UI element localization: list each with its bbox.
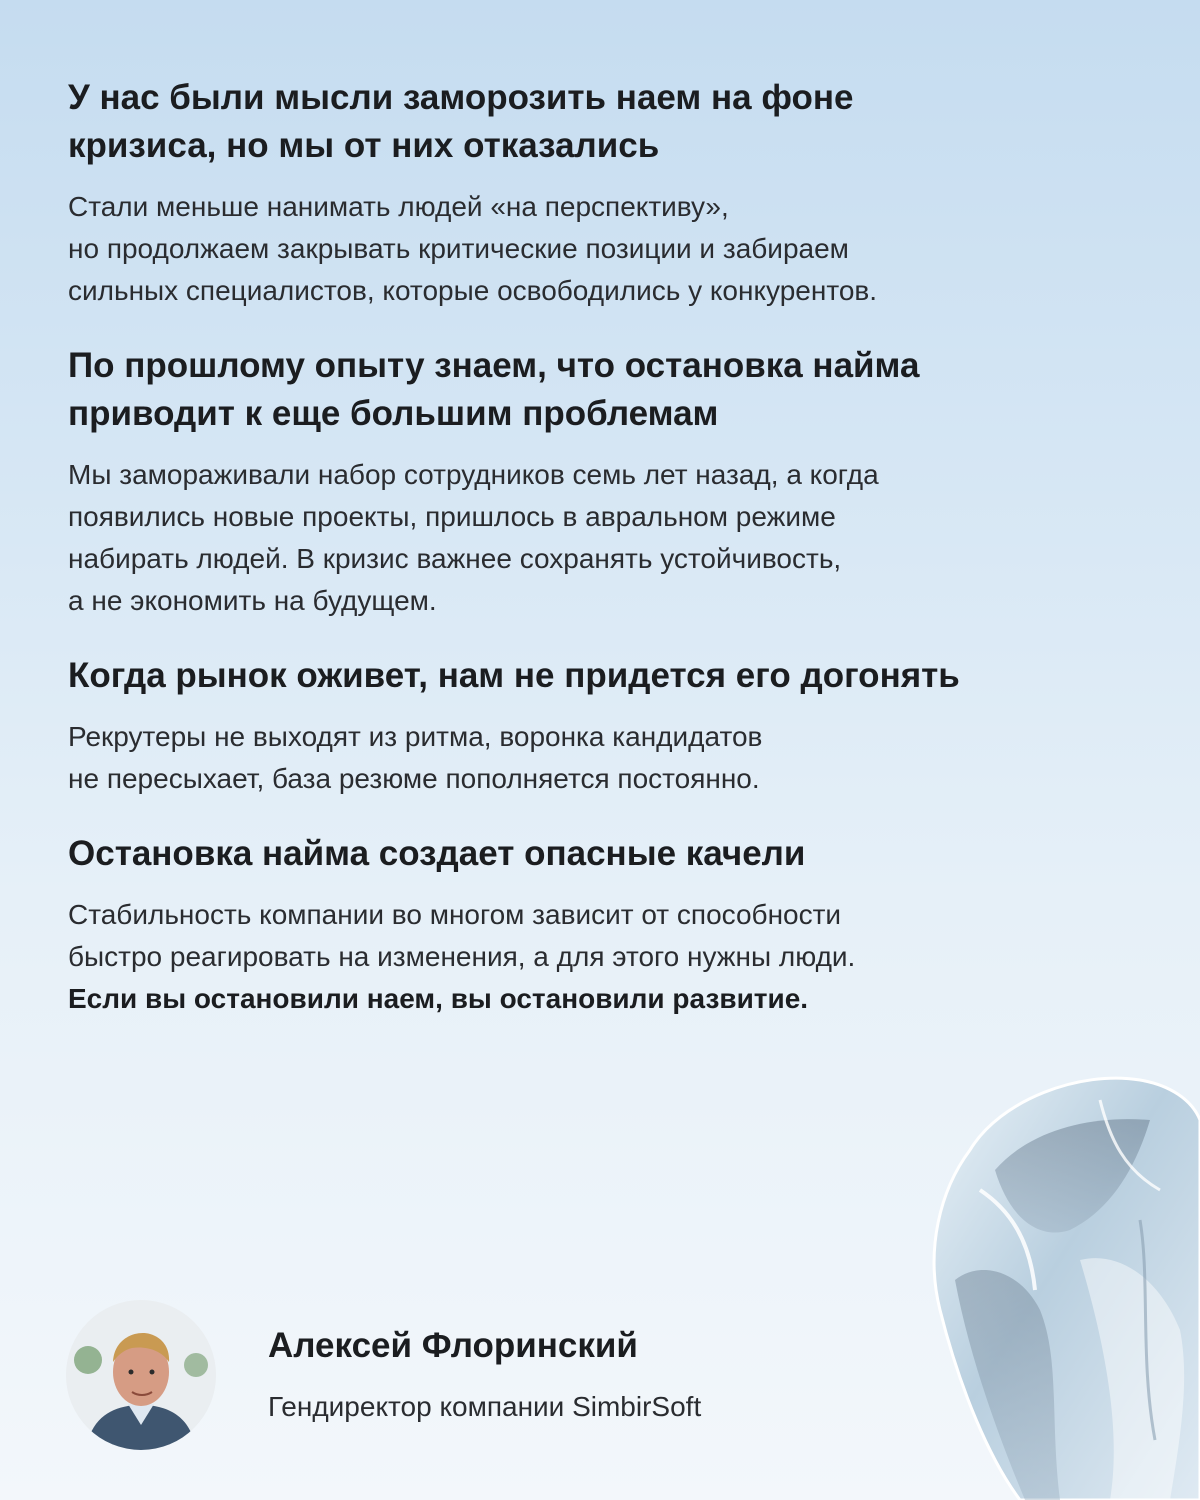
ice-cube-image (910, 1060, 1200, 1500)
body-line: сильных специалистов, которые освободились у конкурентов. (68, 275, 878, 306)
author-name: Алексей Флоринский (268, 1326, 638, 1365)
section-body (68, 716, 1148, 800)
body-line: Рекрутеры не выходят из ритма, воронка кандидатов (68, 721, 763, 752)
article (68, 74, 1148, 1050)
body-line: не пересыхает, база резюме пополняется постоянно. (68, 763, 760, 794)
section-heading (68, 652, 1148, 700)
author-role: Гендиректор компании SimbirSoft (268, 1391, 702, 1422)
author-info (268, 1323, 701, 1427)
section-4 (68, 830, 1148, 1020)
section-body (68, 894, 1148, 1020)
body-line: Стали меньше нанимать людей «на перспективу», (68, 191, 729, 222)
body-line-emphasis: Если вы остановили наем, вы остановили развитие. (68, 983, 809, 1014)
section-heading (68, 74, 1148, 170)
section-body (68, 186, 1148, 312)
body-line: а не экономить на будущем. (68, 585, 437, 616)
heading-line: Когда рынок оживет, нам не придется его догонять (68, 656, 960, 695)
body-line: появились новые проекты, пришлось в авральном режиме (68, 501, 836, 532)
body-line: Стабильность компании во многом зависит от способности (68, 899, 842, 930)
body-line: набирать людей. В кризис важнее сохранять устойчивость, (68, 543, 842, 574)
heading-line: У нас были мысли заморозить наем на фоне (68, 78, 854, 117)
body-line: быстро реагировать на изменения, а для этого нужны люди. (68, 941, 856, 972)
body-line: но продолжаем закрывать критические позиции и забираем (68, 233, 849, 264)
heading-line: приводит к еще большим проблемам (68, 394, 719, 433)
author-avatar (66, 1300, 216, 1450)
heading-line: Остановка найма создает опасные качели (68, 834, 806, 873)
section-3 (68, 652, 1148, 800)
body-line: Мы замораживали набор сотрудников семь лет назад, а когда (68, 459, 879, 490)
section-heading (68, 342, 1148, 438)
section-1 (68, 74, 1148, 312)
section-heading (68, 830, 1148, 878)
author-block (66, 1300, 701, 1450)
heading-line: кризиса, но мы от них отказались (68, 126, 660, 165)
heading-line: По прошлому опыту знаем, что остановка найма (68, 346, 920, 385)
section-2 (68, 342, 1148, 622)
section-body (68, 454, 1148, 622)
